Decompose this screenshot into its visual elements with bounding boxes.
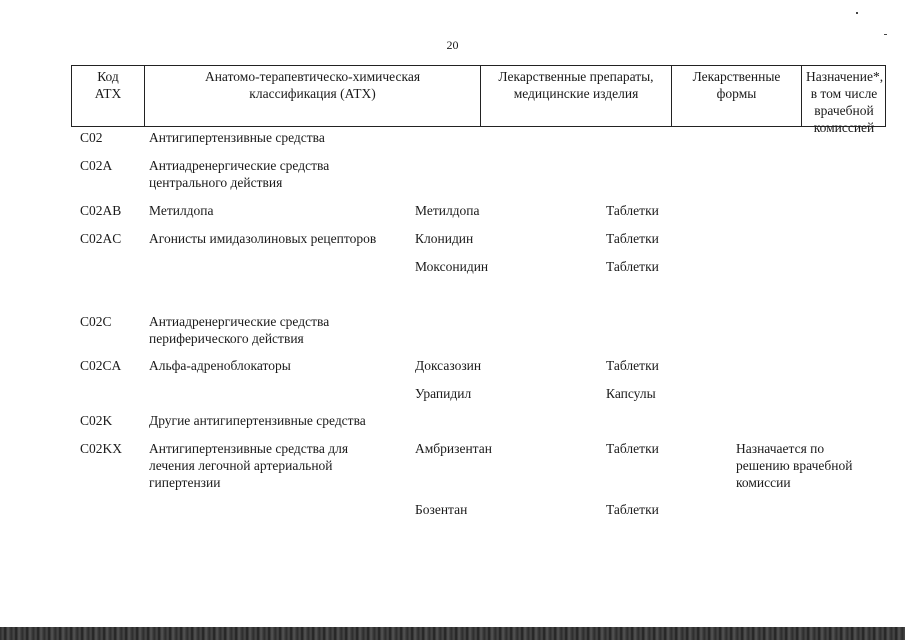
row-code: C02AB	[80, 203, 122, 218]
row-drug: Бозентан	[415, 502, 468, 517]
row-drug: Амбризентан	[415, 441, 492, 456]
row-classification: Агонисты имидазолиновых рецепторов	[149, 231, 377, 246]
row-drug: Урапидил	[415, 386, 472, 401]
row-classification: Антигипертензивные средства	[149, 130, 325, 145]
row-code: C02C	[80, 314, 112, 329]
row-drug: Метилдопа	[415, 203, 480, 218]
table-header	[71, 65, 886, 135]
row-form: Таблетки	[606, 358, 659, 373]
row-classification: Антигипертензивные средства для лечения легочной артериальной гипертензии	[149, 441, 349, 490]
header-code: Код АТХ	[94, 69, 122, 101]
row-classification: Метилдопа	[149, 203, 214, 218]
scan-edge-artifact	[0, 627, 905, 640]
header-purpose: Назначение*, в том числе врачебной комиссией	[801, 66, 886, 126]
row-code: C02KX	[80, 441, 123, 456]
header-forms: Лекарственные формы	[671, 66, 801, 126]
row-classification: Другие антигипертензивные средства	[149, 413, 366, 428]
row-form: Таблетки	[606, 203, 659, 218]
row-purpose: Назначается по решению врачебной комиссии	[736, 441, 853, 490]
scan-speck	[884, 34, 887, 35]
row-form: Капсулы	[606, 386, 656, 401]
row-code: C02CA	[80, 358, 122, 373]
row-form: Таблетки	[606, 259, 659, 274]
row-drug: Клонидин	[415, 231, 474, 246]
row-form: Таблетки	[606, 231, 659, 246]
row-drug: Доксазозин	[415, 358, 482, 373]
row-form: Таблетки	[606, 441, 659, 456]
row-code: C02AC	[80, 231, 122, 246]
header-classification: Анатомо-терапевтическо-химическая классификация (АТХ)	[144, 66, 480, 126]
header-drugs: Лекарственные препараты, медицинские изделия	[480, 66, 671, 126]
page-number: 20	[446, 38, 459, 52]
row-drug: Моксонидин	[415, 259, 489, 274]
row-code: C02K	[80, 413, 113, 428]
row-code: C02	[80, 130, 103, 145]
scan-speck	[856, 12, 858, 14]
row-classification: Альфа-адреноблокаторы	[149, 358, 291, 373]
row-form: Таблетки	[606, 502, 659, 517]
row-classification: Антиадренергические средства центрального действия	[149, 158, 330, 190]
row-code: C02A	[80, 158, 113, 173]
row-classification: Антиадренергические средства периферического действия	[149, 314, 330, 346]
